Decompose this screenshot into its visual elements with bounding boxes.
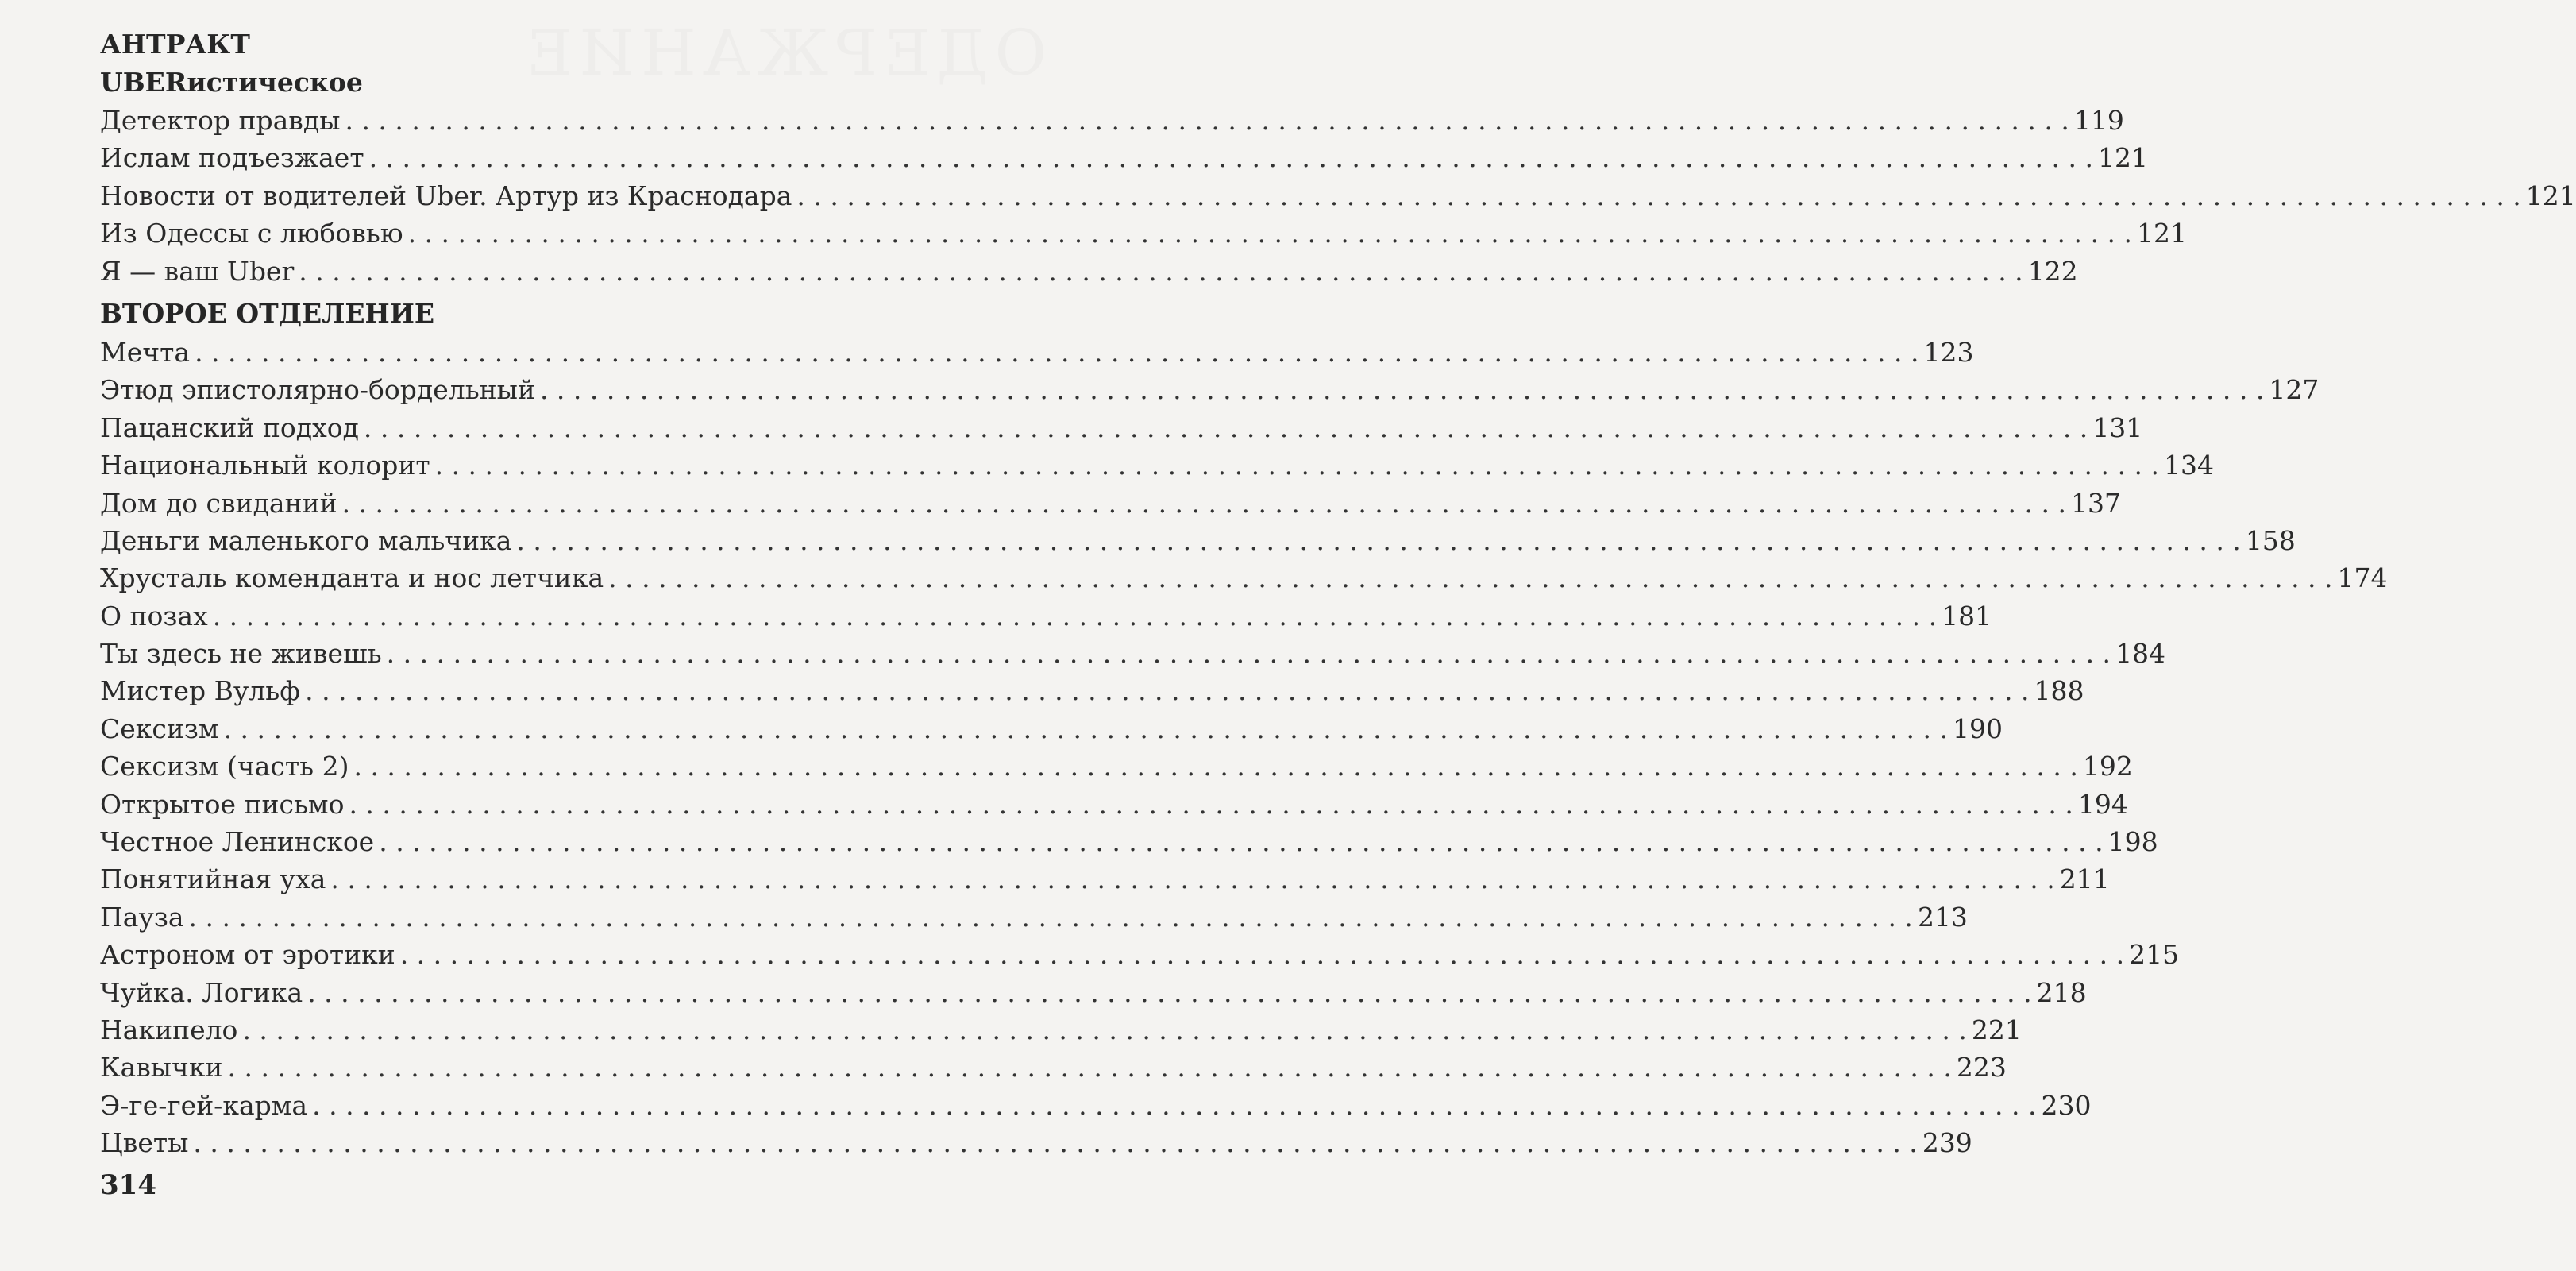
toc-entry <box>100 1011 2022 1049</box>
dot-leader <box>242 1011 1966 1049</box>
toc-entry <box>100 786 2128 823</box>
toc-entry <box>100 409 2143 446</box>
dot-leader <box>305 672 2029 709</box>
toc-entry-title: О позах <box>100 600 208 632</box>
toc-entry <box>100 597 1992 635</box>
toc-entry <box>100 1124 1972 1161</box>
toc-entry <box>100 936 2180 973</box>
dot-leader <box>299 253 2023 290</box>
toc-entry-page: 215 <box>2129 939 2180 971</box>
section-subheading: UBERистическое <box>100 67 363 98</box>
dot-leader <box>228 1049 1952 1086</box>
toc-entry <box>100 485 2121 522</box>
toc-entry-page: 119 <box>2073 105 2124 136</box>
dot-leader <box>330 860 2054 898</box>
toc-entry-title: Цветы <box>100 1127 189 1159</box>
toc-entry <box>100 139 2148 176</box>
toc-entry-page: 239 <box>1922 1127 1972 1159</box>
toc-entry <box>100 102 2124 139</box>
toc-entry-page: 131 <box>2092 411 2143 443</box>
toc-entry <box>100 253 2078 290</box>
toc-entry-page: 190 <box>1952 713 2003 744</box>
toc-entry-page: 122 <box>2027 255 2078 287</box>
toc-entry <box>100 1087 2092 1124</box>
toc-entry <box>100 214 2187 252</box>
toc-entry-title: Накипело <box>100 1014 238 1045</box>
toc-entry-page: 230 <box>2041 1089 2092 1121</box>
dot-leader <box>353 748 2077 785</box>
toc-entry-page: 188 <box>2034 675 2084 707</box>
section-heading-second-act: ВТОРОЕ ОТДЕЛЕНИЕ <box>100 297 435 329</box>
toc-entry-page: 192 <box>2082 751 2133 782</box>
toc-entry <box>100 1049 2007 1086</box>
bleed-through-text: ОДЕРЖАНИЕ <box>520 16 1047 90</box>
dot-leader <box>189 898 1913 936</box>
toc-entry-title: Открытое письмо <box>100 788 345 820</box>
dot-leader <box>435 446 2159 484</box>
toc-entry-title: Ты здесь не живешь <box>100 638 382 670</box>
toc-entry <box>100 974 2087 1011</box>
toc-entry <box>100 334 1974 371</box>
toc-entry-page: 184 <box>2115 638 2166 670</box>
dot-leader <box>224 710 1948 748</box>
toc-entry-title: Детектор правды <box>100 105 341 136</box>
toc-entry-page: 121 <box>2525 180 2576 211</box>
dot-leader <box>364 409 2088 446</box>
toc-entry-title: Честное Ленинское <box>100 826 375 858</box>
toc-entry-page: 137 <box>2070 487 2121 519</box>
toc-entry <box>100 710 2003 748</box>
toc-entry-page: 223 <box>1956 1052 2007 1084</box>
toc-entry-title: Пацанский подход <box>100 411 359 443</box>
toc-entry-title: Дом до свиданий <box>100 487 337 519</box>
toc-entry-page: 123 <box>1923 336 1974 368</box>
toc-entry-page: 181 <box>1942 600 1992 632</box>
toc-entry-title: Деньги маленького мальчика <box>100 524 512 556</box>
toc-entry <box>100 446 2214 484</box>
toc-entry <box>100 635 2166 672</box>
dot-leader <box>349 786 2073 823</box>
toc-entry-title: Понятийная уха <box>100 863 326 895</box>
section-heading-intermission: АНТРАКТ <box>100 29 250 60</box>
toc-entry-title: Пауза <box>100 901 184 933</box>
dot-leader <box>213 597 1937 635</box>
toc-entry <box>100 860 2110 898</box>
dot-leader <box>342 485 2066 522</box>
toc-entry <box>100 672 2084 709</box>
toc-entry-page: 134 <box>2163 450 2214 481</box>
toc-entry-title: Э-ге-гей-карма <box>100 1089 308 1121</box>
toc-entry-page: 127 <box>2269 374 2320 406</box>
toc-entry-title: Сексизм (часть 2) <box>100 751 349 782</box>
toc-entry-title: Кавычки <box>100 1052 223 1084</box>
toc-entry-title: Хрусталь коменданта и нос летчика <box>100 562 604 594</box>
toc-entry <box>100 898 1968 936</box>
toc-entry-page: 194 <box>2077 788 2128 820</box>
dot-leader <box>516 522 2240 559</box>
dot-leader <box>345 102 2069 139</box>
toc-entry <box>100 177 2576 214</box>
dot-leader <box>796 177 2520 214</box>
toc-entry-page: 121 <box>2097 142 2148 174</box>
dot-leader <box>379 823 2103 860</box>
toc-entry <box>100 748 2133 785</box>
toc-entry-title: Чуйка. Логика <box>100 976 303 1008</box>
dot-leader <box>307 974 2031 1011</box>
toc-entry-page: 121 <box>2136 218 2187 249</box>
dot-leader <box>195 334 1919 371</box>
toc-entry <box>100 522 2296 559</box>
table-of-contents <box>100 25 2576 1162</box>
toc-entry-title: Я — ваш Uber <box>100 255 295 287</box>
toc-entry-page: 198 <box>2107 826 2158 858</box>
toc-entry-title: Новости от водителей Uber. Артур из Краснодара <box>100 180 792 211</box>
toc-entry-page: 158 <box>2245 524 2296 556</box>
dot-leader <box>408 214 2132 252</box>
toc-list-second-act <box>100 334 2388 1162</box>
dot-leader <box>608 559 2332 597</box>
toc-entry-title: Из Одессы с любовью <box>100 218 403 249</box>
dot-leader <box>193 1124 1917 1161</box>
toc-entry-title: Мистер Вульф <box>100 675 301 707</box>
page-number: 314 <box>100 1169 156 1201</box>
toc-entry-title: Астроном от эротики <box>100 939 395 971</box>
toc-entry <box>100 559 2388 597</box>
dot-leader <box>369 139 2093 176</box>
toc-entry-page: 211 <box>2059 863 2110 895</box>
dot-leader <box>540 371 2264 408</box>
toc-entry-title: Сексизм <box>100 713 219 744</box>
toc-entry-page: 221 <box>1971 1014 2022 1045</box>
toc-entry-page: 213 <box>1917 901 1968 933</box>
toc-entry-title: Ислам подъезжает <box>100 142 364 174</box>
toc-entry-page: 174 <box>2337 562 2388 594</box>
toc-entry-title: Мечта <box>100 336 191 368</box>
toc-entry <box>100 371 2320 408</box>
dot-leader <box>312 1087 2036 1124</box>
toc-entry-title: Этюд эпистолярно-бордельный <box>100 374 535 406</box>
toc-entry-title: Национальный колорит <box>100 450 430 481</box>
dot-leader <box>400 936 2124 973</box>
toc-entry <box>100 823 2158 860</box>
toc-entry-page: 218 <box>2036 976 2087 1008</box>
dot-leader <box>387 635 2111 672</box>
toc-list-intermission <box>100 102 2576 290</box>
